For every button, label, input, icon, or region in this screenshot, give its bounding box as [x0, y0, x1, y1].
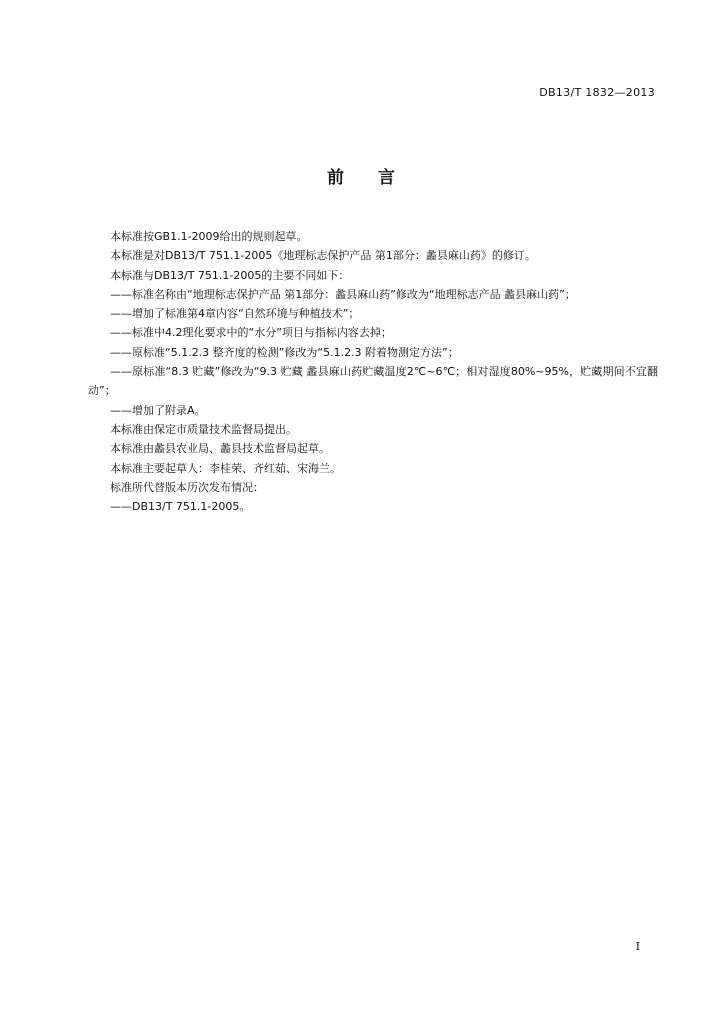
change-item-storage: ——原标准“8.3 贮藏”修改为“9.3 贮藏 蠡县麻山药贮藏温度2℃~6℃；相对湿度80%~95%，贮藏期间不宜翻动”；	[88, 365, 658, 398]
foreword-body	[88, 227, 658, 516]
change-item-name: ——标准名称由“地理标志保护产品 第1部分：蠡县麻山药”修改为“地理标志产品 蠡县麻山药”；	[110, 287, 576, 301]
paragraph-revision-of: 本标准是对DB13/T 751.1-2005《地理标志保护产品 第1部分：蠡县麻山药》的修订。	[110, 249, 536, 263]
paragraph-proposed-by: 本标准由保定市质量技术监督局提出。	[110, 422, 297, 436]
paragraph-drafted-by: 本标准由蠡县农业局、蠡县技术监督局起草。	[110, 442, 330, 456]
standard-code: DB13/T 1832—2013	[539, 86, 655, 99]
paragraph-main-differences: 本标准与DB13/T 751.1-2005的主要不同如下：	[110, 268, 350, 282]
page-title	[0, 163, 724, 188]
change-item-moisture: ——标准中4.2理化要求中的“水分”项目与指标内容去掉；	[110, 326, 392, 340]
change-item-appendix: ——增加了附录A。	[110, 403, 206, 417]
paragraph-history-intro: 标准所代替版本历次发布情况：	[110, 480, 264, 494]
paragraph-drafting-rules: 本标准按GB1.1-2009给出的规则起草。	[110, 230, 308, 243]
title-char-2: 言	[378, 168, 397, 188]
title-char-1: 前	[327, 168, 346, 188]
history-item: ——DB13/T 751.1-2005。	[110, 500, 251, 514]
change-item-5123: ——原标准“5.1.2.3 整齐度的检测”修改为“5.1.2.3 附着物测定方法”；	[110, 345, 459, 359]
change-item-chapter4: ——增加了标准第4章内容“自然环境与种植技术”；	[110, 307, 360, 321]
page-number: I	[635, 940, 640, 953]
paragraph-drafters: 本标准主要起草人：李桂荣、齐红茹、宋海兰。	[110, 461, 341, 475]
